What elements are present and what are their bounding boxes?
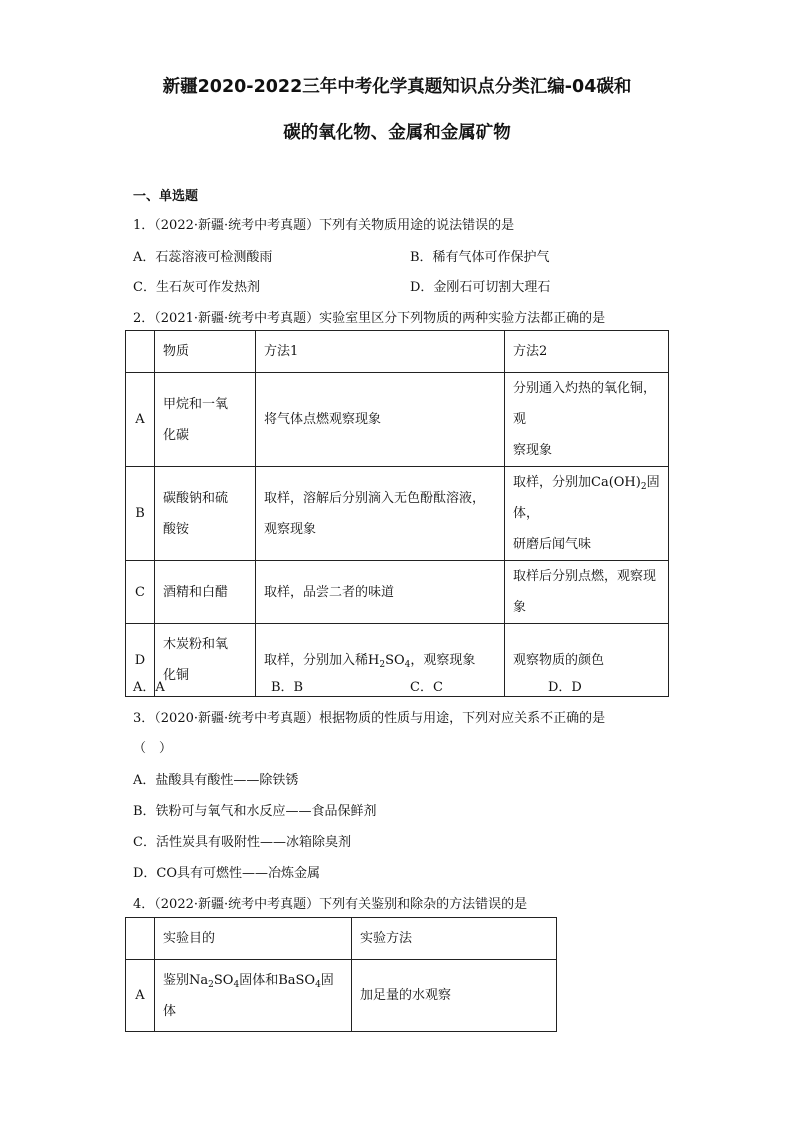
- row-key: B: [126, 467, 155, 561]
- formula-text: 鉴别Na: [163, 972, 209, 988]
- q3-option-d: D．CO具有可燃性——冶炼金属: [133, 866, 321, 881]
- table-header-row: [126, 331, 669, 373]
- formula-text: SO: [213, 972, 234, 988]
- table-cell: [256, 373, 505, 467]
- cell-line: 取样，品尝二者的味道: [264, 584, 395, 600]
- formula-text: SO: [385, 652, 405, 668]
- title-line-2: 碳的氧化物、金属和金属矿物: [283, 123, 511, 143]
- cell-line: 观察现象: [264, 521, 317, 537]
- table-cell: [126, 918, 155, 960]
- q1-stem: 1．（2022·新疆·统考中考真题）下列有关物质用途的说法错误的是: [133, 218, 515, 233]
- table-row: [126, 561, 669, 624]
- table-cell: [256, 561, 505, 624]
- q3-answer-paren: （ ）: [133, 741, 173, 756]
- table-row: [126, 467, 669, 561]
- q4-table: [125, 917, 557, 1032]
- cell-line: 将气体点燃观察现象: [264, 412, 382, 427]
- q3-option-c: C．活性炭具有吸附性——冰箱除臭剂: [133, 835, 351, 850]
- cell-line: 取样，溶解后分别滴入无色酚酞溶液，: [264, 490, 486, 506]
- q3-option-a: A．盐酸具有酸性——除铁锈: [133, 773, 299, 788]
- table-header: 实验目的: [155, 918, 352, 960]
- cell-line: [163, 965, 343, 996]
- table-cell: 加足量的水观察: [352, 960, 557, 1032]
- table-header: 方法1: [256, 331, 505, 373]
- subscript: 2: [640, 482, 647, 492]
- q3-stem: 3．（2020·新疆·统考中考真题）根据物质的性质与用途，下列对应关系不正确的是: [133, 711, 606, 726]
- title-line-1: 新疆2020-2022三年中考化学真题知识点分类汇编-04碳和: [162, 77, 632, 97]
- cell-line: 甲烷和一氧: [163, 396, 229, 412]
- row-key: D: [126, 624, 155, 697]
- q2-stem: 2．（2021·新疆·统考中考真题）实验室里区分下列物质的两种实验方法都正确的是: [133, 311, 606, 326]
- table-header-row: [126, 918, 557, 960]
- table-row: [126, 960, 557, 1032]
- cell-line: 木炭粉和氧: [163, 637, 229, 652]
- cell-line: 察现象: [513, 443, 553, 458]
- subscript: 4: [404, 659, 411, 670]
- cell-line: [264, 645, 496, 676]
- q1-option-a: A．石蕊溶液可检测酸雨: [133, 250, 273, 265]
- q2-choice-c: C．C: [410, 680, 443, 695]
- table-header: 方法2: [505, 331, 669, 373]
- table-row: [126, 373, 669, 467]
- table-cell: [256, 467, 505, 561]
- cell-line: 酸铵: [163, 521, 190, 537]
- table-row: [126, 624, 669, 697]
- cell-line: 取样后分别点燃，观察现象: [513, 569, 657, 615]
- formula-text: 固体和BaSO: [239, 972, 316, 988]
- q2-choice-a: A．A: [133, 680, 165, 695]
- table-cell: [155, 960, 352, 1032]
- formula-text: 固体，: [513, 475, 660, 521]
- q1-option-b: B．稀有气体可作保护气: [410, 250, 550, 265]
- cell-line: 分别通入灼热的氧化铜，观: [513, 381, 657, 427]
- document-title: [100, 64, 694, 156]
- table-cell: [505, 561, 669, 624]
- table-cell: [155, 561, 256, 624]
- cell-line: 化碳: [163, 427, 190, 443]
- cell-line: 研磨后闻气味: [513, 537, 592, 552]
- table-header: 实验方法: [352, 918, 557, 960]
- q4-stem: 4．（2022·新疆·统考中考真题）下列有关鉴别和除杂的方法错误的是: [133, 897, 528, 912]
- table-cell: [505, 373, 669, 467]
- cell-line: 碳酸钠和硫: [163, 490, 229, 506]
- subscript: 2: [208, 979, 214, 990]
- formula-text: ，观察现象: [410, 652, 476, 668]
- formula-text: 取样，分别加入稀H: [264, 652, 380, 668]
- section-heading: 一、单选题: [133, 189, 199, 204]
- table-cell: [505, 624, 669, 697]
- cell-line: 体: [163, 1003, 177, 1019]
- subscript: 4: [233, 979, 240, 990]
- q2-choice-d: D．D: [548, 680, 582, 695]
- row-key: C: [126, 561, 155, 624]
- table-cell: [155, 624, 256, 697]
- cell-line: [513, 467, 660, 529]
- cell-line: 化铜: [163, 668, 190, 683]
- table-header: 物质: [155, 331, 256, 373]
- q2-choice-b: B．B: [271, 680, 304, 695]
- formula-text: 取样，分别加Ca(OH): [513, 475, 641, 490]
- cell-line: 酒精和白醋: [163, 584, 229, 600]
- row-key: A: [126, 373, 155, 467]
- table-cell: [155, 373, 256, 467]
- row-key: A: [126, 960, 155, 1032]
- q1-option-c: C．生石灰可作发热剂: [133, 280, 260, 295]
- table-cell: [155, 467, 256, 561]
- cell-line: 观察物质的颜色: [513, 652, 605, 668]
- formula-text: 固: [320, 972, 334, 988]
- subscript: 4: [315, 979, 321, 990]
- q3-option-b: B．铁粉可与氧气和水反应——食品保鲜剂: [133, 804, 377, 819]
- table-cell: [505, 467, 669, 561]
- q2-table: [125, 330, 669, 697]
- q1-option-d: D．金刚石可切割大理石: [410, 280, 551, 295]
- table-cell: [126, 331, 155, 373]
- subscript: 2: [379, 659, 386, 670]
